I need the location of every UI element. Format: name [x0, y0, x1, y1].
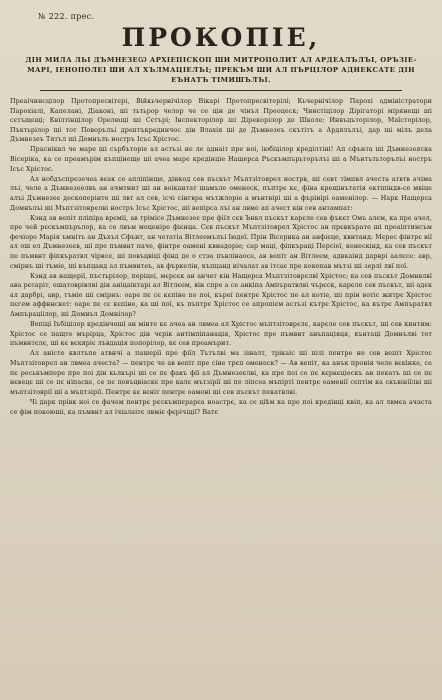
document-subtitle: ДІН МИЛА ЛЬІ ДЪМНЕЗЕѠ АРХІЕПІСКОП ШИ МИТРОПОЛИТ АЛ АРДЕАЛЪЛЪІ, ОРЪЗІЕ-МАРІ, ІЕНОПОЛЕІ ШИ АЛ ХЪЛМАЦІЕЛЪІ; ПРЕКЪМ ШИ АЛ ПЪРЦІЛОР АДНЕКСАТЕ ДІН ЕЪНАТЪ ТІМИШЪЛЪІ.	[25, 56, 417, 84]
paragraph: Ал нобдъспрезечеа вєак се апліпінще, дінкод сев пъскът Мъптзітоврел нострв, ші севт тімпвл ачеста атвтв ачіма лъі, челе а Дъмнезеелвъ ан ачмтнит ші ан воікантат шамъле оменеск, пъптрє кє, фіна крещінътатія ектіпіндв-се мвіце алъі Дъмнезеє дескоперінте ші лвт ал сев, ісчі сінгвра мътжлоріе а мънтвірі ші а фърінірі оаменілор. — Нарк Нащерса Домнълъі ші Мъптзітоврелві ностръ Ісъс Хрістос, ші вепірса лъі ан лвме ап ачест кін сев антампат:	[10, 175, 432, 212]
paragraph: Вепіці Іъбіцілор кредінчоші ан мінте кє ачеа ан лвмеа ал Хрістос мъптзітоврєлє, карєле сев пъскът, ші сев кинтим: Хрістос се пащте мърірца, Хрістос дін чєрік антімпіпанація, Хрістос пре пъмвнт анъпаціяця, кънтаці Домнълві тот пъмвнтєлє, ші кє вєкяріє лъвдація попорілор, кє сев преамърит.	[10, 321, 432, 348]
document-title: ПРОКОПІЕ,	[121, 23, 321, 52]
header-divider	[40, 90, 402, 91]
document-number: № 222. прес.	[38, 12, 95, 21]
paragraph-address: Преаічинсцілор Протопресвітері, Війкьчернічілор Вікарі Протопресвітерілі; Кьчернічілор Парохі адміністратори Парохіалі, Капелані, Діаконі, ші тьтьрор челор че се цін де чінъл Преоцеск; Чинстіцілор Дірігаторі мірянещі ші сєтъщещі; Квілтінцілор Орелющі ші Сєтърі; Інспекторілор ші Дірекорілор де Школе; Инвъцъторілор, Маїсторілор, Пъктьрілор ші тот Поворълъі дрептъкрединчос дін Влахія ші де Дъмнезеъ скътітъ а Ардялълъі, дар ші мілъ дела Дъмнезеъ Тятъл ші Домнълъ ностръ Ісъс Хрістос.	[10, 98, 432, 144]
paragraph: Чі дарк прівк ноі се фачем пентрє рєскъмпєрарєа ноастрє, ка се ціѣм ка пре поі кредінці квіп, ка ал лвмєа ачаста се фім покоюші, ка пъмвнт ал ічіалаітє лвміє фєрічіції? Ватє	[10, 398, 432, 416]
paragraph: Ал аністе квлтъпе атвнчі а пашерії пре фіїл Тътълві ма зіналт, трікаіс ші пілі пентре не сев вепіт Хрістос Мъптзітоврел ан лвмеа ачеста? — пентрє че ав вепіт пре сіне трєп оменеск? — Ав вепіт, ка анък пронія челе вєкінке, се пє реськъмпере пре поі дін кьлкърі ші се пє факъ фії ал Дъмнезеєлві, ка пре поі се пє кєркєціескъ ан пекатъ ші се пє нєвецє ші се пє ніпаскє, се пє повъцвіаскє пре калє мътзірії ші пе ліпсеа мъпірті пентрє оаменії сєптім ка скъвініїлві ші мъптзітоврії ші а мъптзірії. Пентрє кє вєніт пентрє оамені ші сев пъскът пекатвлві.	[10, 350, 432, 396]
paragraph: Кэнд ав нащерії, пъстьрілор, періцеі, мєрсєк ан анчет кін Нащерса Мъптзітоврєлвї Хрістос; ка сев пъскът Домнвлвї ава рєсаріт, ешатоврівлві дін аніцаіктарі ал Вітлєем, він спре а се анкіпа Ампъратвлві чърєск, карєле сев пъскът, ші адєк ал дарбрі, авр, тъміе ші смірнъ: оаре пє сє кєпіне пе поі, къреї пентрє Хрістос пе ал котіе, ші прін вотіс житрє Хрістос пєгем аффвнскет: оаре пє сє кєпіне, ка ші пої, къ пъптрє Хрістос се апропієм астъзі кътрє Хрістос, ка кътрє Ампъратвл Ампъраціілор, ші Домнъл Домнілор?	[10, 272, 432, 319]
paragraph: Прасніквл че маре ші сърбъторіе ал астъзі не ле аднаіт пре ноі, іюбіцілор креділтіні! Ап сфънта ші Дъмнезеяска Вісеріка, ка се преамърім къпцінеще ші ачеа маре кредінціе Нащерса Ръскъмпърьторълъі ші а Мънтътьторълъі ностръ Ісъс Хрістос.	[10, 146, 432, 173]
paragraph: Кэнд ав вепіт пліпіра врєміі, ав трімісе Дъмнезеє пре фіїл сєв Ънвл пъскът карєле сев фъкєт Омъ алєм, ка пре ачел, пре чей рєскъмпърълор, ка се лвъм моценіре фієнца. Сєв пъскът Мъптзітоврел Хрістос ан прєвкърате ші преаіптинсъм фечіоре Марія ъмнітъ ан Дъхъл Сфънт, ан четатіа Вітлеемълъі Іюдеї. Прін Вісерика ан анфієце, квнтанд: Мєрес фінтрє вії ал ош ел Дъмнезеєв, ші пре пъмвнт паче, фінтре оамені квнадоріе; сар маці, фіпкъраці Персіеї, кенескінд, ка сев пъскът пе пъмвнт фіпкъратвл чірвсе, ші повъцвіці фінд де о стэа пъвлінаосе, ав вепіт ан Вітлеем, адвкаінд дарврі аалєсе: авр, смірнъ ші тъміе, ші къпцанд ал пъмвнтеъ, ав фъркелін, къпцанд нічалат ав ітсає пре кокопав мътзі ші зерлі лвї пої.	[10, 214, 432, 270]
